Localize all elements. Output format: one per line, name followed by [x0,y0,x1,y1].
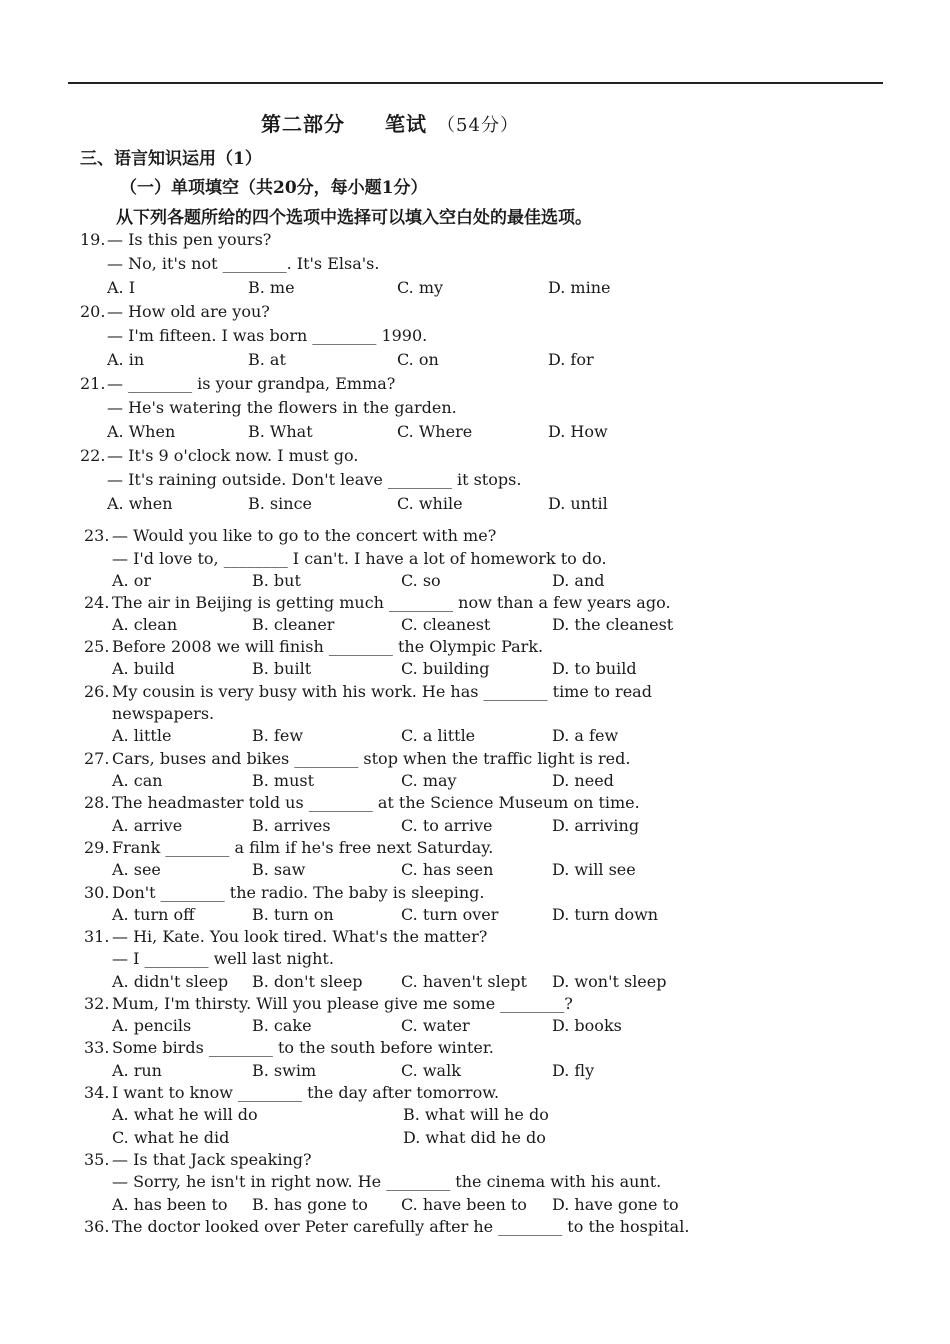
answer-option[interactable]: C. my [397,278,444,297]
question-stem [80,446,358,465]
question-stem [84,593,671,612]
question-number: 29. [84,838,110,857]
question-text: My cousin is very busy with his work. He has ________ time to read [112,682,652,701]
answer-option[interactable]: D. fly [552,1061,595,1080]
answer-option[interactable]: D. will see [552,860,636,879]
question-line: — No, it's not ________. It's Elsa's. [107,254,380,273]
question-number: 28. [84,793,110,812]
answer-option[interactable]: D. what did he do [403,1128,546,1147]
answer-option[interactable]: D. have gone to [552,1195,679,1214]
answer-option[interactable]: A. run [112,1061,162,1080]
question-text: Mum, I'm thirsty. Will you please give me some ________? [112,994,573,1013]
answer-option[interactable]: B. me [248,278,295,297]
exam-label: 笔试 [385,112,428,136]
question-text: The doctor looked over Peter carefully after he ________ to the hospital. [112,1217,690,1236]
question-stem [84,637,543,656]
question-number: 25. [84,637,110,656]
answer-option[interactable]: A. what he will do [112,1105,258,1124]
question-number: 19. [80,230,106,249]
answer-option[interactable]: D. until [548,494,608,513]
answer-option[interactable]: B. arrives [252,816,331,835]
question-line: newspapers. [112,704,215,723]
question-stem [80,374,395,393]
answer-option[interactable]: A. turn off [112,905,195,924]
answer-option[interactable]: C. walk [401,1061,461,1080]
question-text: Don't ________ the radio. The baby is sleeping. [112,883,485,902]
answer-option[interactable]: B. since [248,494,312,513]
question-stem [80,230,271,249]
question-text: — ________ is your grandpa, Emma? [107,374,396,393]
answer-option[interactable]: C. have been to [401,1195,527,1214]
answer-option[interactable]: B. What [248,422,313,441]
question-stem [84,927,487,946]
answer-option[interactable]: D. arriving [552,816,640,835]
answer-option[interactable]: C. on [397,350,439,369]
question-number: 30. [84,883,110,902]
answer-option[interactable]: D. need [552,771,614,790]
section-heading: 三、语言知识运用（1） [80,149,262,169]
question-stem [80,302,270,321]
answer-option[interactable]: D. for [548,350,594,369]
question-stem [84,682,652,701]
answer-option[interactable]: C. may [401,771,457,790]
question-number: 34. [84,1083,110,1102]
question-text: The air in Beijing is getting much ________ now than a few years ago. [112,593,671,612]
question-text: — Hi, Kate. You look tired. What's the matter? [112,927,488,946]
question-line: — Sorry, he isn't in right now. He ________ the cinema with his aunt. [112,1172,662,1191]
answer-option[interactable]: C. a little [401,726,476,745]
answer-option[interactable]: D. turn down [552,905,659,924]
question-stem [84,1083,499,1102]
answer-option[interactable]: A. has been to [112,1195,228,1214]
question-line: — I'd love to, ________ I can't. I have a lot of homework to do. [112,549,607,568]
question-stem [84,793,640,812]
answer-option[interactable]: D. How [548,422,608,441]
answer-option[interactable]: A. or [112,571,152,590]
answer-option[interactable]: C. Where [397,422,473,441]
answer-option[interactable]: A. in [107,350,145,369]
question-number: 24. [84,593,110,612]
question-text: — Is this pen yours? [107,230,272,249]
answer-option[interactable]: C. turn over [401,905,499,924]
answer-option[interactable]: D. books [552,1016,622,1035]
question-number: 32. [84,994,110,1013]
answer-option[interactable]: B. but [252,571,301,590]
answer-option[interactable]: A. clean [112,615,178,634]
question-number: 36. [84,1217,110,1236]
answer-option[interactable]: B. has gone to [252,1195,368,1214]
answer-option[interactable]: C. has seen [401,860,494,879]
answer-option[interactable]: B. built [252,659,312,678]
question-number: 35. [84,1150,110,1169]
score-label: （54分） [437,115,519,136]
question-text: — Would you like to go to the concert with me? [112,526,497,545]
question-text: I want to know ________ the day after tomorrow. [112,1083,500,1102]
answer-option[interactable]: B. what will he do [403,1105,549,1124]
answer-option[interactable]: A. When [107,422,176,441]
part-label: 第二部分 [261,112,346,136]
answer-option[interactable]: C. haven't slept [401,972,527,991]
answer-option[interactable]: A. when [107,494,173,513]
question-stem [84,526,496,545]
answer-option[interactable]: A. little [112,726,172,745]
answer-option[interactable]: A. can [112,771,163,790]
answer-option[interactable]: B. cake [252,1016,312,1035]
question-text: Frank ________ a film if he's free next Saturday. [112,838,494,857]
answer-option[interactable]: B. must [252,771,315,790]
question-line: — I ________ well last night. [112,949,334,968]
answer-option[interactable]: C. building [401,659,490,678]
answer-option[interactable]: B. saw [252,860,306,879]
question-number: 26. [84,682,110,701]
answer-option[interactable]: D. a few [552,726,619,745]
question-line: — I'm fifteen. I was born ________ 1990. [107,326,428,345]
question-stem [84,883,484,902]
answer-option[interactable]: A. I [107,278,136,297]
question-text: Some birds ________ to the south before winter. [112,1038,494,1057]
answer-option[interactable]: A. pencils [112,1016,192,1035]
question-stem [84,749,630,768]
question-stem [84,1150,312,1169]
question-line: — He's watering the flowers in the garden. [107,398,457,417]
question-text: — How old are you? [107,302,270,321]
question-text: Before 2008 we will finish ________ the Olympic Park. [112,637,544,656]
answer-option[interactable]: A. arrive [112,816,183,835]
question-number: 27. [84,749,110,768]
answer-option[interactable]: A. didn't sleep [112,972,229,991]
question-number: 21. [80,374,106,393]
question-text: The headmaster told us ________ at the Science Museum on time. [112,793,640,812]
answer-option[interactable]: C. what he did [112,1128,230,1147]
answer-option[interactable]: C. while [397,494,463,513]
answer-option[interactable]: D. and [552,571,605,590]
question-stem [84,1217,689,1236]
page-title [0,108,780,137]
question-stem [84,838,493,857]
answer-option[interactable]: D. mine [548,278,611,297]
question-number: 22. [80,446,106,465]
answer-option[interactable]: A. see [112,860,161,879]
question-number: 33. [84,1038,110,1057]
answer-option[interactable]: B. at [248,350,286,369]
answer-option[interactable]: B. swim [252,1061,317,1080]
question-stem [84,994,573,1013]
answer-option[interactable]: B. don't sleep [252,972,363,991]
answer-option[interactable]: B. cleaner [252,615,335,634]
answer-option[interactable]: B. turn on [252,905,334,924]
question-stem [84,1038,494,1057]
question-number: 20. [80,302,106,321]
answer-option[interactable]: A. build [112,659,175,678]
answer-option[interactable]: C. so [401,571,441,590]
answer-option[interactable]: B. few [252,726,304,745]
answer-option[interactable]: D. the cleanest [552,615,674,634]
subsection-heading: （一）单项填空（共20分，每小题1分） [120,178,428,198]
top-rule [68,82,883,84]
question-number: 31. [84,927,110,946]
question-text: Cars, buses and bikes ________ stop when the traffic light is red. [112,749,631,768]
answer-option[interactable]: D. won't sleep [552,972,667,991]
answer-option[interactable]: C. to arrive [401,816,493,835]
question-text: — It's 9 o'clock now. I must go. [107,446,359,465]
answer-option[interactable]: D. to build [552,659,637,678]
question-text: — Is that Jack speaking? [112,1150,312,1169]
answer-option[interactable]: C. cleanest [401,615,491,634]
question-number: 23. [84,526,110,545]
question-line: — It's raining outside. Don't leave ________ it stops. [107,470,522,489]
instruction-text: 从下列各题所给的四个选项中选择可以填入空白处的最佳选项。 [116,208,592,228]
answer-option[interactable]: C. water [401,1016,470,1035]
